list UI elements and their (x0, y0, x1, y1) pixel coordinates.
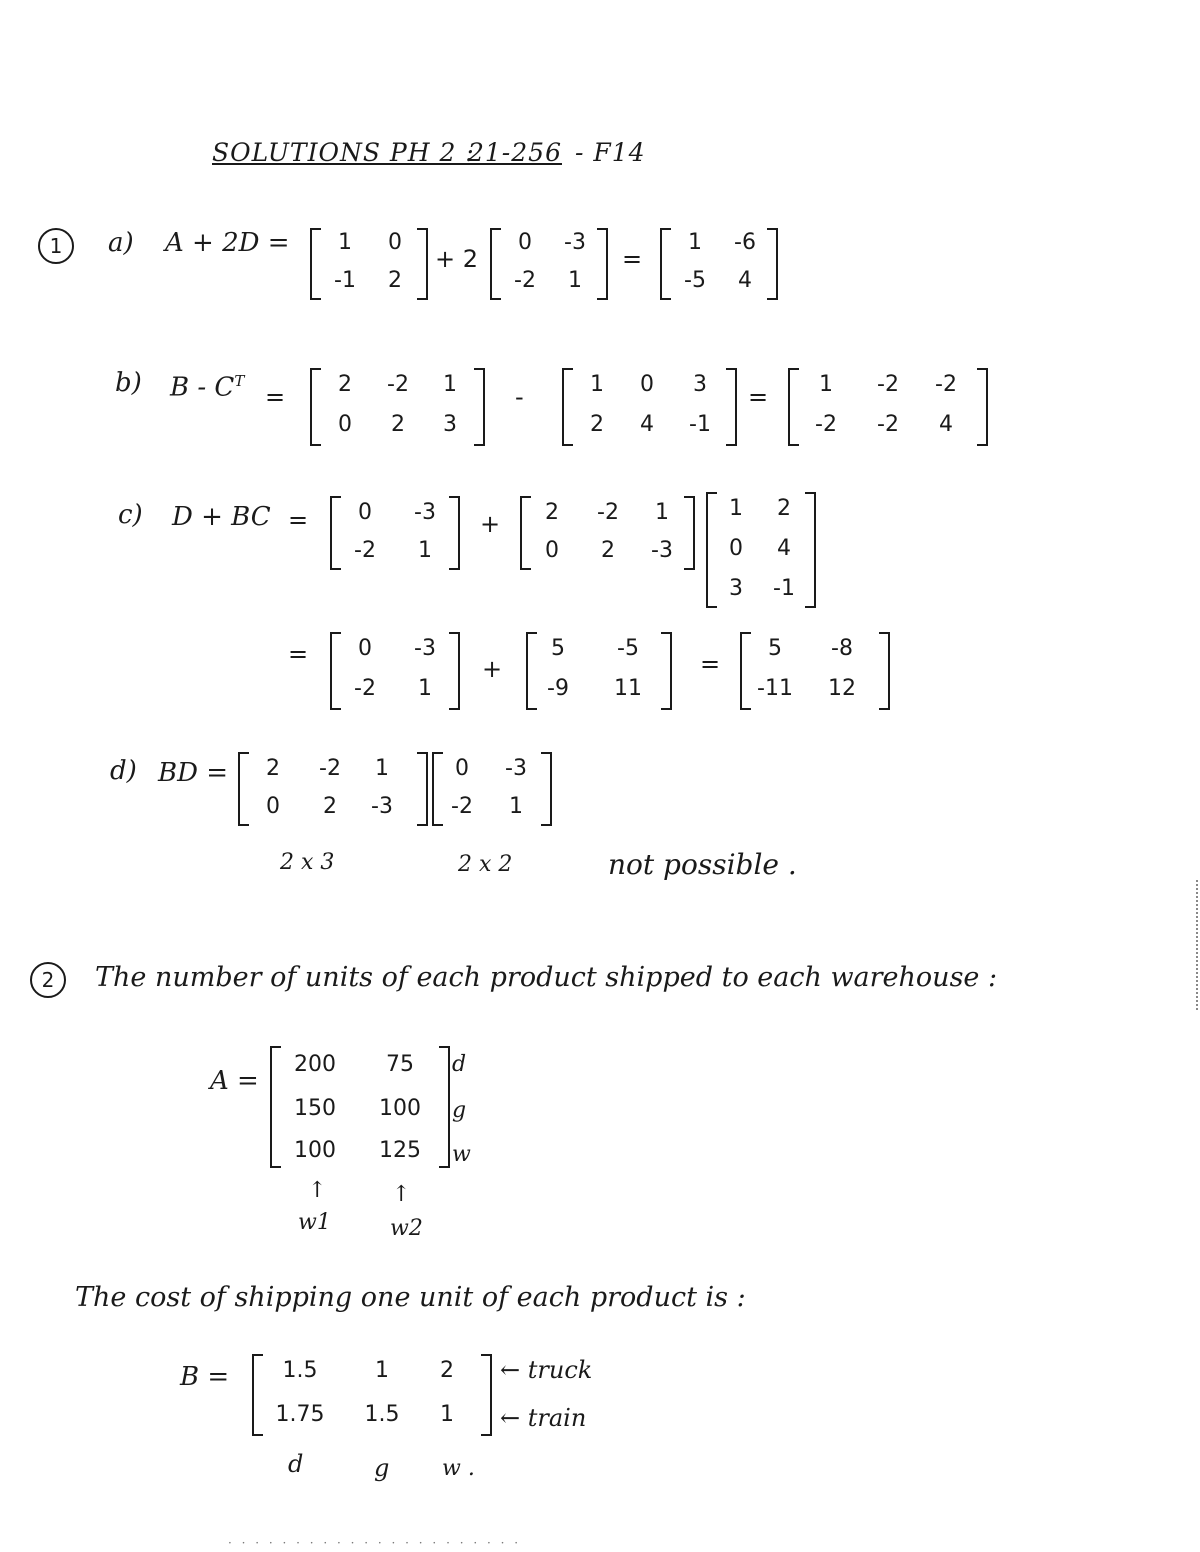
matrix-a1 (310, 228, 428, 300)
matrix-c3 (706, 492, 816, 608)
cell: 2 (391, 412, 405, 437)
cell: 2 (601, 538, 615, 563)
cell: 2 (777, 496, 791, 521)
part-b-lhs (170, 372, 244, 403)
cell: -5 (617, 636, 639, 661)
cell: -1 (773, 576, 795, 601)
title-part-1: SOLUTIONS PH 2 : (212, 138, 475, 167)
equals: = (265, 383, 286, 411)
matrix-B-lhs: B = (180, 1362, 230, 1392)
cell: 3 (729, 576, 743, 601)
cell: 2 (266, 756, 280, 781)
cell: 1 (375, 1358, 389, 1383)
cell: -2 (319, 756, 341, 781)
op-plus: + (482, 655, 503, 683)
cell: 1 (440, 1402, 454, 1427)
not-possible-note: not possible . (608, 848, 797, 881)
part-b-lhs-text: B - C (170, 372, 235, 403)
matrix-c1 (330, 496, 460, 570)
cell: -11 (757, 676, 793, 701)
part-a-label: a) (108, 228, 134, 258)
cell: -2 (877, 412, 899, 437)
cell: 1 (688, 230, 702, 255)
cell: -3 (564, 230, 586, 255)
cell: -3 (371, 794, 393, 819)
cell: 0 (358, 500, 372, 525)
equals: = (748, 383, 769, 411)
dim-2x3: 2 x 3 (280, 850, 335, 875)
cell: 4 (939, 412, 953, 437)
cell: 0 (455, 756, 469, 781)
cell: 1.5 (364, 1402, 400, 1427)
col-label-w2: w2 (390, 1216, 423, 1241)
matrix-A-lhs: A = (210, 1066, 259, 1096)
cell: 125 (379, 1138, 421, 1163)
cell: -2 (354, 676, 376, 701)
cell: 2 (590, 412, 604, 437)
cell: -2 (597, 500, 619, 525)
cell: 1.75 (275, 1402, 325, 1427)
cell: 0 (640, 372, 654, 397)
part-d-lhs: BD = (158, 758, 229, 788)
part-c-lhs: D + BC (172, 502, 271, 532)
cell: 1 (443, 372, 457, 397)
cell: 150 (294, 1096, 336, 1121)
cell: 1 (418, 676, 432, 701)
row-label-d: d (452, 1052, 467, 1077)
cell: 0 (545, 538, 559, 563)
arrow-up-icon: ↑ (392, 1182, 411, 1207)
part-c-label: c) (118, 500, 143, 530)
cell: -2 (935, 372, 957, 397)
cell: 1 (590, 372, 604, 397)
cell: 2 (323, 794, 337, 819)
op-minus: - (515, 383, 524, 411)
col-label-w: w . (442, 1456, 475, 1481)
equals: = (288, 506, 309, 534)
cell: 4 (738, 268, 752, 293)
cell: 0 (338, 412, 352, 437)
matrix-b3 (788, 368, 988, 446)
cell: 200 (294, 1052, 336, 1077)
cell: -1 (334, 268, 356, 293)
scan-margin-line (1196, 880, 1200, 1010)
cell: 100 (294, 1138, 336, 1163)
equals: = (288, 640, 309, 668)
matrix-a3 (660, 228, 778, 300)
matrix-B (252, 1354, 492, 1436)
matrix-a2 (490, 228, 608, 300)
cell: -2 (815, 412, 837, 437)
cell: -3 (651, 538, 673, 563)
cell: 1 (655, 500, 669, 525)
cell: 2 (388, 268, 402, 293)
matrix-b2 (562, 368, 737, 446)
cell: 3 (693, 372, 707, 397)
cell: 100 (379, 1096, 421, 1121)
matrix-A (270, 1046, 450, 1168)
cell: -3 (505, 756, 527, 781)
row-label-g: g (452, 1098, 467, 1123)
cell: 0 (729, 536, 743, 561)
scan-dots: · · · · · · · · · · · · · · · · · · · · · · (228, 1536, 522, 1550)
matrix-c4 (330, 632, 460, 710)
cell: 1 (509, 794, 523, 819)
part-b-label: b) (115, 368, 142, 398)
part-a-lhs: A + 2D = (165, 228, 290, 258)
cell: 1 (375, 756, 389, 781)
cell: 4 (640, 412, 654, 437)
transpose-mark: T (234, 372, 245, 390)
cell: -2 (877, 372, 899, 397)
cell: -2 (451, 794, 473, 819)
cell: -6 (734, 230, 756, 255)
cell: -3 (414, 500, 436, 525)
cell: 1.5 (282, 1358, 318, 1383)
cell: -1 (689, 412, 711, 437)
cell: 0 (518, 230, 532, 255)
equals: = (622, 245, 643, 273)
cell: -9 (547, 676, 569, 701)
cell: 12 (828, 676, 856, 701)
cell: 0 (358, 636, 372, 661)
cell: 4 (777, 536, 791, 561)
cell: 3 (443, 412, 457, 437)
matrix-c2 (520, 496, 695, 570)
matrix-b1 (310, 368, 485, 446)
cell: -8 (831, 636, 853, 661)
cell: 0 (388, 230, 402, 255)
cell: 0 (266, 794, 280, 819)
cell: 1 (819, 372, 833, 397)
col-label-g: g (374, 1454, 390, 1482)
dim-2x2: 2 x 2 (458, 852, 513, 877)
title-part-3: - F14 (575, 138, 646, 167)
cell: 1 (568, 268, 582, 293)
problem-1-number: 1 (38, 228, 74, 264)
cell: 11 (614, 676, 642, 701)
equals: = (700, 650, 721, 678)
row-label-truck: ← truck (500, 1356, 593, 1384)
cell: -5 (684, 268, 706, 293)
arrow-up-icon: ↑ (308, 1178, 327, 1203)
op-plus: + (480, 510, 501, 538)
problem-2-intro: The number of units of each product shipped to each warehouse : (95, 962, 998, 993)
col-label-w1: w1 (298, 1210, 331, 1235)
col-label-d: d (288, 1450, 304, 1478)
cell: -2 (387, 372, 409, 397)
cell: -3 (414, 636, 436, 661)
cost-intro: The cost of shipping one unit of each product is : (75, 1282, 746, 1313)
matrix-d1 (238, 752, 428, 826)
matrix-c5 (526, 632, 672, 710)
part-d-label: d) (110, 756, 137, 786)
cell: 5 (551, 636, 565, 661)
cell: 1 (729, 496, 743, 521)
cell: 2 (545, 500, 559, 525)
matrix-c6 (740, 632, 890, 710)
cell: -2 (514, 268, 536, 293)
op-plus-2: + 2 (435, 245, 479, 273)
row-label-train: ← train (500, 1404, 587, 1432)
cell: 2 (440, 1358, 454, 1383)
cell: 75 (386, 1052, 414, 1077)
cell: 1 (418, 538, 432, 563)
matrix-d2 (432, 752, 552, 826)
cell: 2 (338, 372, 352, 397)
cell: -2 (354, 538, 376, 563)
title-part-2: 21-256 (468, 138, 562, 167)
row-label-w: w (452, 1142, 471, 1167)
problem-2-number: 2 (30, 962, 66, 998)
cell: 5 (768, 636, 782, 661)
cell: 1 (338, 230, 352, 255)
